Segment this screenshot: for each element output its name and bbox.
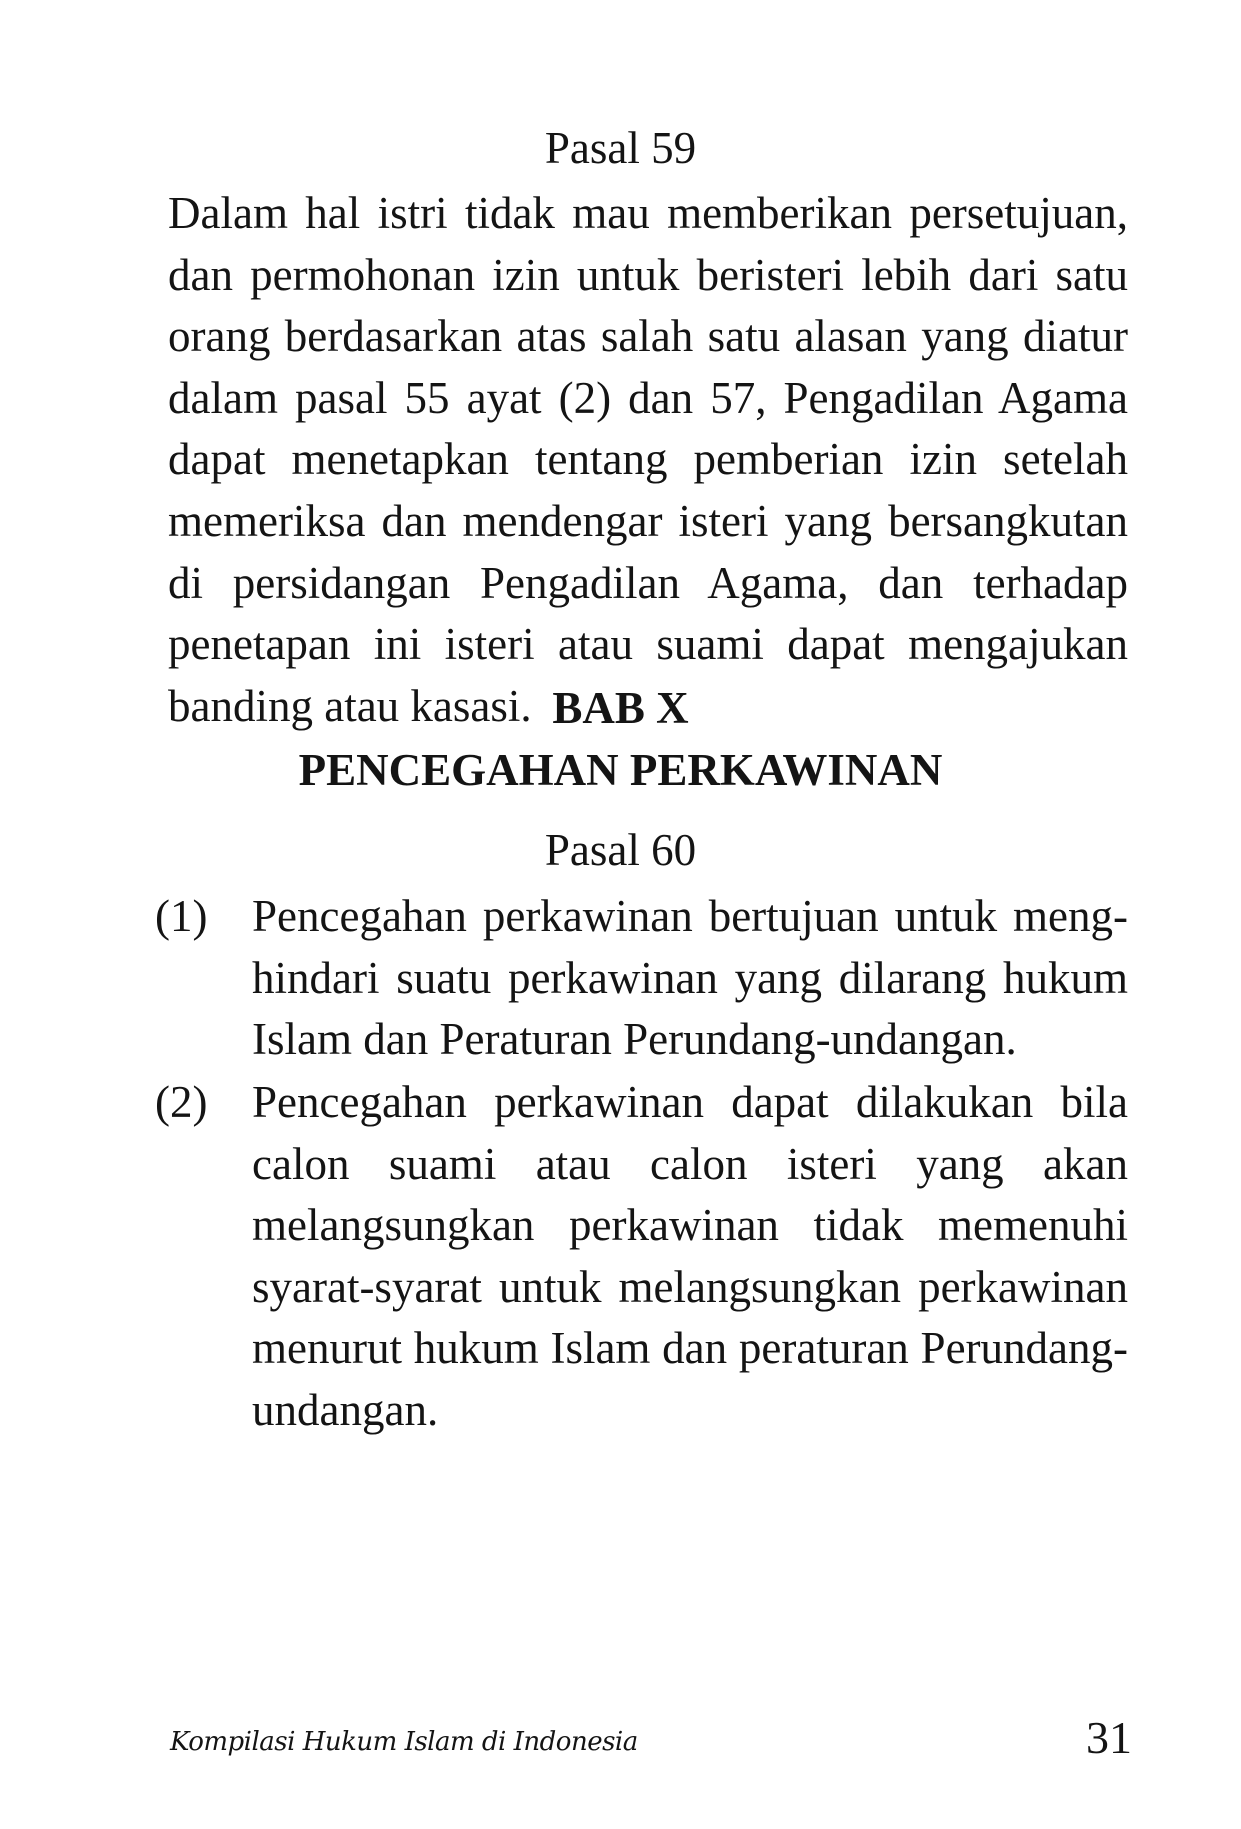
page-number: 31	[1086, 1712, 1132, 1763]
chapter-number: BAB X	[552, 683, 689, 733]
footer-book-title: Kompilasi Hukum Islam di Indonesia	[170, 1727, 638, 1757]
pasal-59-body: Dalam hal istri tidak mau memberikan persetujuan, dan permohonan izin untuk beristeri lebih dari satu orang berdasarkan atas salah satu alasan yang diatur dalam pasal 55 ayat (2) dan 57, Pengadilan Agama dapat menetapkan tentang pemberian izin setelah memeriksa dan mendengar isteri yang bersangkutan di persidangan Pengadilan Agama, dan terhadap penetapan ini isteri atau suami dapat mengajukan banding atau kasasi.	[168, 188, 1128, 731]
item-text: Pencegahan perkawinan bertujuan untuk meng-hindari suatu perkawinan yang dilarang hukum Islam dan Peraturan Perundang-undangan.	[252, 891, 1128, 1064]
item-number: (1)	[155, 891, 208, 941]
pasal-59-title: Pasal 59	[544, 123, 697, 173]
chapter-title: PENCEGAHAN PERKAWINAN	[298, 745, 943, 795]
item-number: (2)	[155, 1077, 208, 1127]
pasal-60-title: Pasal 60	[544, 825, 697, 875]
item-text: Pencegahan perkawinan dapat dilakukan bila calon suami atau calon isteri yang akan melangsungkan perkawinan tidak memenuhi syarat-syarat untuk melangsungkan perkawinan menurut hukum Islam dan peraturan Perundang-undangan.	[252, 1077, 1128, 1435]
